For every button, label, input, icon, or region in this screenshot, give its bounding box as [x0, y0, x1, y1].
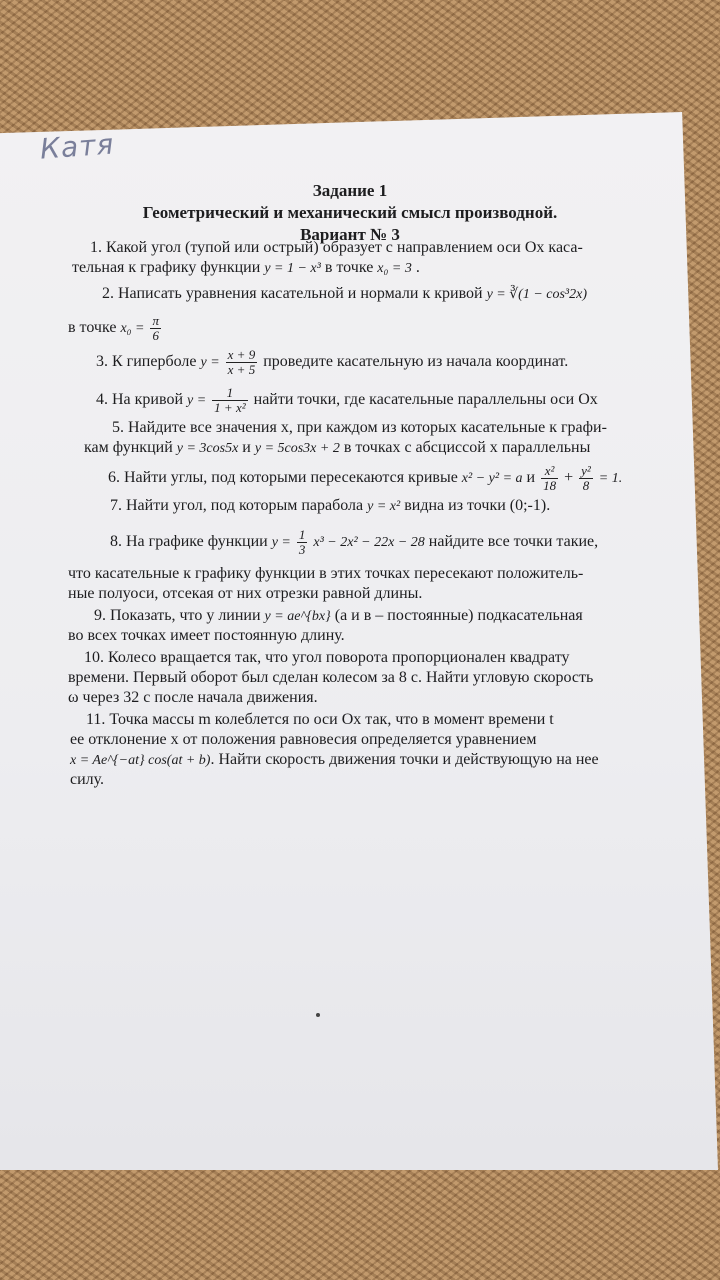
- bleed-through-text: [70, 830, 630, 940]
- task-7: 7. Найти угол, под которым парабола y = x² видна из точки (0;-1).: [110, 497, 551, 514]
- task-1-line-1: 1. Какой угол (тупой или острый) образует с направлением оси Ох каса-: [90, 239, 583, 256]
- task-8-line-1: 8. На графике функции y = $\frac{1}{3}$ x³ − 2x² − 22x − 28 найдите все точки такие,: [110, 527, 599, 557]
- document-header: [0, 180, 700, 246]
- task-8-line-3: ные полуоси, отсекая от них отрезки равной длины.: [68, 585, 423, 602]
- task-10-line-2: времени. Первый оборот был сделан колесом за 8 с. Найти угловую скорость: [68, 669, 594, 686]
- task-4: 4. На кривой y = $\frac{1}{\text{1 + x²}}$ найти точки, где касательные параллельны оси Ох: [96, 385, 598, 415]
- task-11-line-3: x = Ae^{−at} cos(at + b). Найти скорость движения точки и действующую на нее: [70, 751, 599, 768]
- task-9-line-1: 9. Показать, что у линии y = ae^{bx} (а и в – постоянные) подкасательная: [94, 607, 583, 624]
- task-5-line-2: кам функций y = 3cos5x и y = 5cos3x + 2 в точках с абсциссой х параллельны: [84, 439, 591, 456]
- task-8-line-2: что касательные к графику функции в этих точках пересекают положитель-: [68, 565, 584, 582]
- variant-label: Вариант № 3: [300, 225, 400, 244]
- task-1-line-2: тельная к графику функции y = 1 − x³ в точке x₀ = 3 .: [72, 259, 420, 276]
- task-6: 6. Найти углы, под которыми пересекаются кривые x² − y² = a и $\frac{\text{x²}}{18}$ + $\frac{\text{y²}}{8}$ = 1.: [108, 463, 623, 493]
- task-5-line-1: 5. Найдите все значения х, при каждом из которых касательные к графи-: [112, 419, 607, 436]
- carpet-background-top: [0, 0, 720, 130]
- handwritten-name: Катя: [38, 127, 116, 166]
- task-3: 3. К гиперболе y = $\frac{x + 9}{x + 5}$ проведите касательную из начала координат.: [96, 347, 569, 377]
- carpet-background-bottom: [0, 1165, 720, 1280]
- task-11-line-1: 11. Точка массы m колеблется по оси Ох так, что в момент времени t: [86, 711, 554, 728]
- task-11-line-4: силу.: [70, 771, 105, 788]
- task-10-line-3: ω через 32 с после начала движения.: [68, 689, 318, 706]
- assignment-subtitle: Геометрический и механический смысл производной.: [142, 203, 558, 222]
- paper-speck: [316, 1013, 320, 1017]
- task-2-line-1: 2. Написать уравнения касательной и нормали к кривой y = ∛(1 − cos³2x): [102, 285, 588, 302]
- task-10-line-1: 10. Колесо вращается так, что угол поворота пропорционален квадрату: [84, 649, 570, 666]
- task-2-line-2: в точке x₀ = $\frac{\pi}{6}$: [68, 313, 159, 343]
- assignment-title: Задание 1: [312, 181, 388, 200]
- task-11-line-2: ее отклонение х от положения равновесия определяется уравнением: [70, 731, 537, 748]
- task-9-line-2: во всех точках имеет постоянную длину.: [68, 627, 345, 644]
